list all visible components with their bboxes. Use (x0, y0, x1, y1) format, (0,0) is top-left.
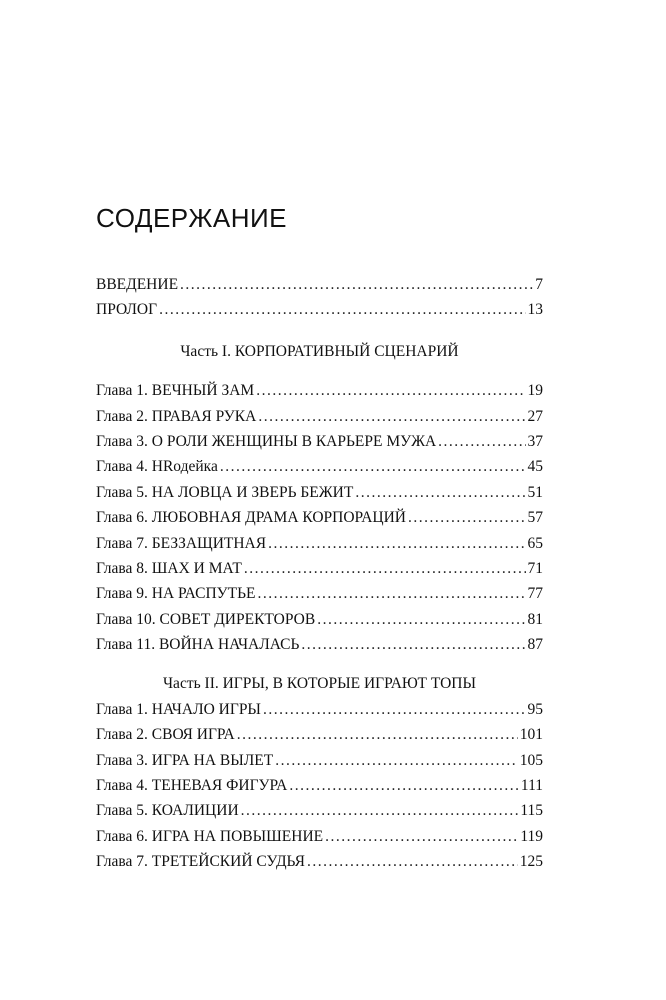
toc-entry-chapter (96, 531, 543, 556)
part-1-heading: Часть I. КОРПОРАТИВНЫЙ СЦЕНАРИЙ (180, 342, 459, 360)
toc-entry-label: ПРОЛОГ (96, 301, 158, 319)
toc-entry-page: 77 (527, 585, 543, 603)
part-2-heading: Часть II. ИГРЫ, В КОТОРЫЕ ИГРАЮТ ТОПЫ (162, 675, 476, 693)
toc-entry-page: 13 (527, 301, 543, 319)
toc-entry-label: Глава 4. HRодейка (96, 458, 218, 476)
dot-leader (256, 378, 525, 403)
dot-leader (355, 480, 525, 505)
toc-entry-chapter (96, 697, 543, 722)
toc-entry-label: Глава 10. СОВЕТ ДИРЕКТОРОВ (96, 610, 316, 628)
dot-leader (268, 531, 525, 556)
dot-leader (317, 607, 525, 632)
toc-entry-page: 87 (527, 636, 543, 654)
dot-leader (289, 773, 519, 798)
toc-entry-chapter (96, 429, 543, 454)
toc-entry-page: 101 (519, 726, 543, 744)
toc-entry-page: 19 (527, 382, 543, 400)
toc-entry-chapter (96, 581, 543, 606)
part-2-chapter-list (96, 697, 543, 875)
toc-entry-label: Глава 2. СВОЯ ИГРА (96, 726, 235, 744)
toc-entry-page: 119 (520, 827, 543, 845)
toc-entry-chapter (96, 480, 543, 505)
toc-entry-chapter (96, 748, 543, 773)
dot-leader (438, 429, 525, 454)
toc-entry-page: 95 (527, 700, 543, 718)
toc-entry-chapter (96, 632, 543, 657)
dot-leader (241, 798, 519, 823)
toc-entry-page: 45 (527, 458, 543, 476)
toc-entry-label: Глава 6. ИГРА НА ПОВЫШЕНИЕ (96, 827, 324, 845)
toc-entry-page: 65 (527, 534, 543, 552)
toc-entry-page: 57 (527, 509, 543, 527)
toc-entry-chapter (96, 722, 543, 747)
toc-entry-chapter (96, 798, 543, 823)
dot-leader (408, 505, 526, 530)
part-1-chapter-list (96, 378, 543, 657)
toc-entry-label: Глава 11. ВОЙНА НАЧАЛАСЬ (96, 636, 300, 654)
toc-entry-page: 71 (527, 559, 543, 577)
table-of-contents (96, 272, 543, 875)
toc-entry-chapter (96, 404, 543, 429)
toc-entry-label: Глава 1. НАЧАЛО ИГРЫ (96, 700, 261, 718)
toc-entry-page: 115 (520, 802, 543, 820)
dot-leader (220, 454, 526, 479)
dot-leader (325, 824, 518, 849)
toc-entry-chapter (96, 454, 543, 479)
toc-entry-chapter (96, 378, 543, 403)
toc-entry-label: Глава 2. ПРАВАЯ РУКА (96, 407, 257, 425)
toc-entry-label: Глава 9. НА РАСПУТЬЕ (96, 585, 256, 603)
toc-entry-label: Глава 8. ШАХ И МАТ (96, 559, 242, 577)
dot-leader (257, 581, 525, 606)
toc-entry-label: Глава 7. ТРЕТЕЙСКИЙ СУДЬЯ (96, 853, 305, 871)
toc-entry-introduction (96, 272, 543, 297)
toc-entry-chapter (96, 607, 543, 632)
toc-entry-page: 81 (527, 610, 543, 628)
dot-leader (301, 632, 525, 657)
toc-entry-page: 27 (527, 407, 543, 425)
dot-leader (263, 697, 526, 722)
dot-leader (159, 297, 525, 322)
toc-entry-page: 111 (520, 777, 543, 795)
toc-entry-label: Глава 6. ЛЮБОВНАЯ ДРАМА КОРПОРАЦИЙ (96, 509, 406, 527)
toc-title: СОДЕРЖАНИЕ (96, 203, 288, 233)
toc-entry-label: Глава 1. ВЕЧНЫЙ ЗАМ (96, 382, 255, 400)
dot-leader (307, 849, 518, 874)
dot-leader (275, 748, 518, 773)
toc-entry-page: 125 (519, 853, 543, 871)
toc-entry-page: 7 (535, 276, 543, 293)
dot-leader (180, 272, 533, 297)
toc-entry-label: Глава 5. НА ЛОВЦА И ЗВЕРЬ БЕЖИТ (96, 483, 354, 501)
toc-entry-prologue (96, 297, 543, 322)
toc-entry-chapter (96, 556, 543, 581)
toc-entry-label: Глава 4. ТЕНЕВАЯ ФИГУРА (96, 777, 288, 795)
toc-entry-page: 105 (519, 751, 543, 769)
dot-leader (258, 404, 525, 429)
toc-entry-page: 37 (527, 432, 543, 450)
toc-entry-label: Глава 3. О РОЛИ ЖЕНЩИНЫ В КАРЬЕРЕ МУЖА (96, 432, 437, 450)
toc-entry-label: Глава 5. КОАЛИЦИИ (96, 802, 239, 820)
toc-entry-label: Глава 7. БЕЗЗАЩИТНАЯ (96, 534, 267, 552)
toc-entry-chapter (96, 505, 543, 530)
toc-entry-chapter (96, 773, 543, 798)
toc-entry-label: ВВЕДЕНИЕ (96, 276, 179, 293)
toc-entry-label: Глава 3. ИГРА НА ВЫЛЕТ (96, 751, 274, 769)
toc-entry-chapter (96, 824, 543, 849)
toc-entry-page: 51 (527, 483, 543, 501)
dot-leader (244, 556, 526, 581)
toc-entry-chapter (96, 849, 543, 874)
dot-leader (237, 722, 518, 747)
